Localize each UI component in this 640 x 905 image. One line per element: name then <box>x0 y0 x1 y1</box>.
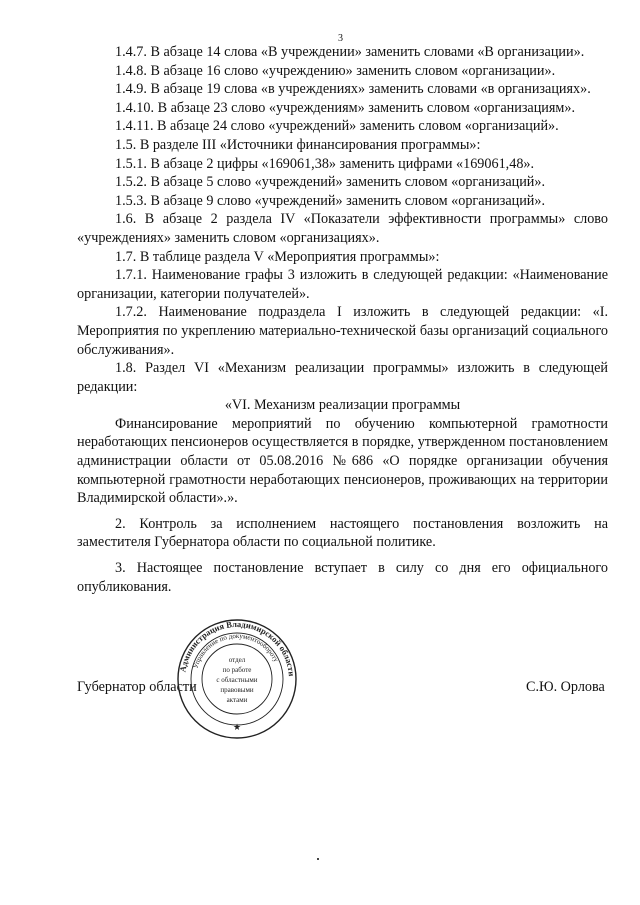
paragraph-1-7-1: 1.7.1. Наименование графы 3 изложить в следующей редакции: «Наименование организации, категории получателей». <box>77 267 608 302</box>
paragraph-1-5-2: 1.5.2. В абзаце 5 слово «учреждений» заменить словом «организаций». <box>115 174 546 191</box>
section-text: Финансирование мероприятий по обучению компьютерной грамотности неработающих пенсионеров осуществляется в порядке, утвержденном постановлением администрации области от 05.08.2016 №686 «О порядке организации обучения компьютерной грамотности неработающих пенсионеров, проживающих на территории Владимирской области».». <box>77 415 608 507</box>
page-number: 3 <box>338 33 343 44</box>
document-body <box>77 43 608 596</box>
paragraph-1-4-9: 1.4.9. В абзаце 19 слова «в учреждениях» заменить словами «в организациях». <box>115 81 591 98</box>
stamp-outer-text: Администрация Владимирской области <box>177 618 297 677</box>
paragraph-1-8: 1.8. Раздел VI «Механизм реализации программы» изложить в следующей редакции: <box>77 360 608 395</box>
stamp-line-4: правовыми <box>220 686 254 694</box>
paragraph-1-4-7: 1.4.7. В абзаце 14 слова «В учреждении» заменить словами «В организации». <box>115 44 585 60</box>
paragraph-1-5-3: 1.5.3. В абзаце 9 слово «учреждений» заменить словом «организаций». <box>115 192 546 209</box>
signatory-position: Губернатор области <box>77 679 197 695</box>
paragraph-1-7: 1.7. В таблице раздела V «Мероприятия программы»: <box>115 248 440 265</box>
section-title: «VI. Механизм реализации программы <box>224 397 461 414</box>
paragraph-1-4-10: 1.4.10. В абзаце 23 слово «учреждениям» заменить словом «организациям». <box>115 99 576 116</box>
official-stamp <box>176 618 298 740</box>
stamp-line-2: по работе <box>222 666 252 674</box>
signatory-name: С.Ю. Орлова <box>526 679 605 695</box>
stamp-line-5: актами <box>226 696 248 704</box>
paragraph-1-6: 1.6. В абзаце 2 раздела IV «Показатели эффективности программы» слово «учреждениях» заменить словом «организациях». <box>77 211 608 246</box>
paragraph-1-4-11: 1.4.11. В абзаце 24 слово «учреждений» заменить словом «организаций». <box>115 118 559 135</box>
scan-speck <box>317 858 319 860</box>
stamp-star-icon: ★ <box>232 722 242 732</box>
paragraph-1-5-1: 1.5.1. В абзаце 2 цифры «169061,38» заменить цифрами «169061,48». <box>115 155 535 172</box>
stamp-line-1: отдел <box>228 656 246 664</box>
stamp-middle-text: Управление по документообороту <box>191 631 280 670</box>
paragraph-1-7-2: 1.7.2. Наименование подраздела I изложить в следующей редакции: «I. Мероприятия по укреплению материально-технической базы организаций социального обслуживания». <box>77 304 608 358</box>
paragraph-1-5: 1.5. В разделе III «Источники финансирования программы»: <box>115 136 481 153</box>
clause-3: 3. Настоящее постановление вступает в силу со дня его официального опубликования. <box>77 560 608 595</box>
paragraph-1-4-8: 1.4.8. В абзаце 16 слово «учреждению» заменить словом «организации». <box>115 62 556 79</box>
stamp-line-3: с областными <box>216 676 258 684</box>
clause-2: 2. Контроль за исполнением настоящего постановления возложить на заместителя Губернатора области по социальной политике. <box>77 515 608 551</box>
